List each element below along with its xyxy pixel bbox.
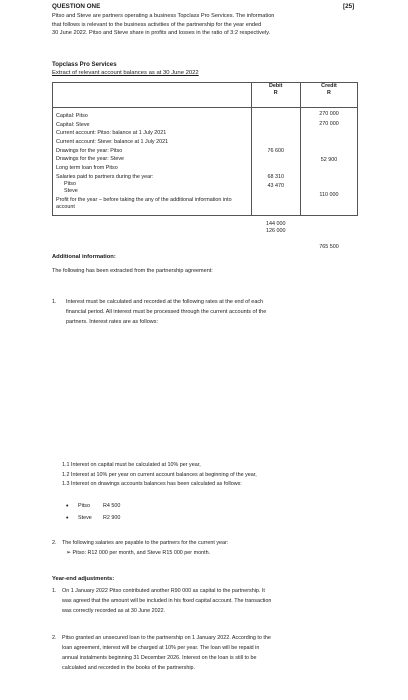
table-body-row bbox=[53, 108, 358, 216]
point-line: financial period. All interest must be processed through the current accounts of the bbox=[66, 309, 267, 316]
point-number: 1. bbox=[52, 299, 57, 305]
point-text: The following salaries are payable to the partners for the current year: bbox=[62, 540, 229, 546]
row-desc: Drawings for the year: Pitso bbox=[56, 147, 123, 154]
header-credit bbox=[300, 83, 357, 108]
debit-label: Debit bbox=[268, 83, 283, 89]
item-line: calculated and recorded in the books of the partnership. bbox=[62, 664, 196, 671]
company-name: Topclass Pro Services bbox=[52, 61, 117, 68]
credit-value: 110 000 bbox=[319, 192, 339, 198]
year-end-item-2 bbox=[52, 634, 362, 674]
point-1 bbox=[52, 297, 358, 328]
intro-line: 30 June 2022. Pitso and Steve share in profits and losses in the ratio of 3:2 respectively. bbox=[52, 30, 271, 37]
item-line: Pitso granted an unsecured loan to the partnership on 1 January 2022. According to the bbox=[62, 635, 271, 641]
row-desc: Pitso bbox=[64, 180, 76, 187]
credit-value: 270 000 bbox=[319, 121, 339, 127]
list-item bbox=[66, 500, 120, 512]
row-desc: Capital: Pitso bbox=[56, 113, 88, 119]
additional-info-intro: The following has been extracted from the partnership agreement: bbox=[52, 268, 213, 274]
bullet-icon: • bbox=[66, 502, 69, 510]
drawings-interest-list bbox=[66, 500, 120, 524]
additional-info-title: Additional information: bbox=[52, 254, 116, 260]
interest-sub-items bbox=[62, 461, 352, 490]
partner-name: Pitso bbox=[78, 503, 90, 509]
debit-value: 126 000 bbox=[265, 228, 286, 234]
partner-name: Steve bbox=[78, 515, 92, 521]
row-desc: Long term loan from Pitso bbox=[56, 165, 118, 172]
sub-item: 1.3 Interest on drawings accounts balances has been calculated as follows: bbox=[62, 481, 242, 488]
item-line: was correctly recorded as at 30 June 2022. bbox=[62, 607, 166, 614]
extract-title: Extract of relevant account balances as at 30 June 2022 bbox=[52, 70, 199, 76]
item-line: On 1 January 2022 Pitso contributed another R90 000 as capital to the partnership. It bbox=[62, 588, 265, 594]
debit-value: 144 000 bbox=[265, 221, 286, 227]
descriptions-cell bbox=[53, 108, 252, 216]
item-line: loan agreement, interest will be charged at 10% per year. The loan will be repaid in bbox=[62, 644, 260, 651]
arrow-bullet-icon: ➢ bbox=[66, 550, 72, 556]
sub-item: 1.2 Interest at 10% per year on current account balances at beginning of the year, bbox=[62, 471, 257, 478]
point-line: Interest must be calculated and recorded at the following rates at the end of each bbox=[66, 299, 264, 305]
credit-value: 765 500 bbox=[319, 244, 339, 250]
question-heading: QUESTION ONE bbox=[52, 3, 101, 10]
row-desc: Drawings for the year: Steve bbox=[56, 156, 125, 163]
salary-details: Pitso: R12 000 per month, and Steve R15 000 per month. bbox=[72, 550, 211, 556]
debit-value: 68 310 bbox=[267, 174, 284, 180]
year-end-title: Year-end adjustments: bbox=[52, 576, 115, 582]
intro-line: Pitso and Steve are partners operating a business Topclass Pro Services. The information bbox=[52, 13, 275, 19]
debit-column bbox=[251, 108, 300, 234]
credit-value: 270 000 bbox=[319, 111, 339, 117]
row-desc: Profit for the year – before taking the any of the additional information into account bbox=[56, 197, 232, 211]
row-desc: Steve bbox=[64, 187, 78, 194]
item-number: 1. bbox=[52, 588, 57, 594]
header-debit bbox=[251, 83, 300, 108]
question-intro bbox=[52, 12, 357, 38]
point-line: partners. Interest rates are as follows: bbox=[66, 319, 159, 326]
intro-line: that follows is relevant to the business activities of the partnership for the year ended bbox=[52, 21, 262, 28]
year-end-item-1 bbox=[52, 587, 362, 617]
credit-value: 52 900 bbox=[320, 157, 338, 163]
row-desc: Capital: Steve bbox=[56, 121, 90, 128]
list-item bbox=[66, 512, 120, 524]
credit-column bbox=[300, 108, 357, 250]
interest-amount: R4 500 bbox=[103, 503, 121, 509]
bullet-icon: • bbox=[66, 514, 69, 522]
debit-value: 76 600 bbox=[267, 148, 284, 154]
item-line: was agreed that the amount will be included in his fixed capital account. The transaction bbox=[62, 597, 272, 604]
row-desc: Salaries paid to partners during the year: bbox=[56, 173, 154, 180]
item-number: 2. bbox=[52, 635, 57, 641]
header-description bbox=[53, 83, 252, 108]
row-desc: Current account: Steve: balance at 1 July 2021 bbox=[56, 139, 169, 146]
point-number: 2. bbox=[52, 540, 57, 546]
row-desc: Current account: Pitso: balance at 1 July 2021 bbox=[56, 130, 167, 137]
item-line: annual instalments beginning 31 December 2026. Interest on the loan is still to be bbox=[62, 654, 257, 661]
question-marks: [25] bbox=[343, 3, 355, 10]
debit-value: 43 470 bbox=[267, 183, 284, 189]
credit-label: Credit bbox=[321, 83, 337, 89]
debit-unit: R bbox=[273, 89, 278, 96]
point-2 bbox=[52, 538, 352, 558]
sub-item: 1.1 Interest on capital must be calculated at 10% per year, bbox=[62, 462, 201, 468]
balances-table bbox=[52, 82, 358, 250]
interest-amount: R2 900 bbox=[103, 515, 121, 521]
credit-unit: R bbox=[327, 89, 331, 96]
